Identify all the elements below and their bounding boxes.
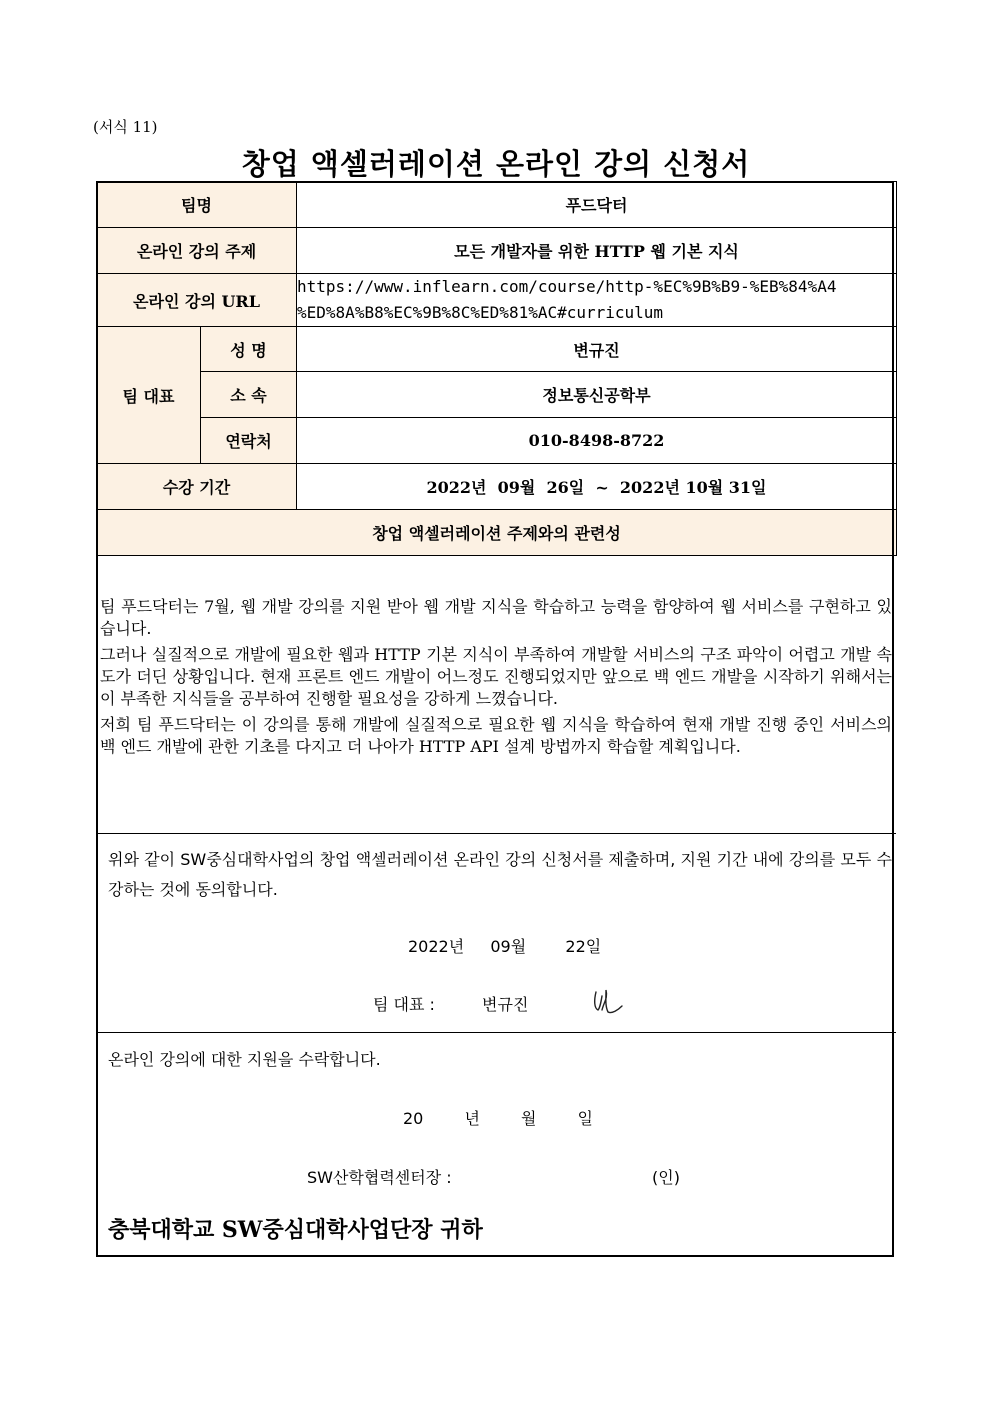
addressee: 충북대학교 SW중심대학사업단장 귀하 <box>108 1217 483 1243</box>
approval-date: 20 년 월 일 <box>403 1109 593 1128</box>
representative-label: 팀 대표 <box>97 327 201 464</box>
relevance-heading: 창업 액셀러레이션 주제와의 관련성 <box>97 510 897 556</box>
course-url-line-1: https://www.inflearn.com/course/http-%EC%9B%B9-%EB%84%A4 <box>297 277 837 296</box>
course-topic-label: 온라인 강의 주제 <box>97 228 297 274</box>
relevance-paragraph: 저희 팀 푸드닥터는 이 강의를 통해 개발에 실질적으로 필요한 웹 지식을 학습하여 현재 개발 진행 중인 서비스의 백 엔드 개발에 관한 기초를 다지고 더 나아가 HTTP API 설계 방법까지 학습할 계획입니다. <box>100 715 892 756</box>
agreement-date: 2022년 09월 22일 <box>408 937 602 956</box>
section-divider <box>96 1032 896 1033</box>
approval-text: 온라인 강의에 대한 지원을 수락합니다. <box>108 1050 381 1069</box>
signer-row <box>373 992 528 1015</box>
period-value: 2022년 09월 26일 ~ 2022년 10월 31일 <box>297 464 897 510</box>
document-title: 창업 액셀러레이션 온라인 강의 신청서 <box>241 147 751 181</box>
center-director-label: SW산학협력센터장 : <box>307 1168 452 1187</box>
signer-label: 팀 대표 : <box>373 995 435 1014</box>
rep-name-value: 변규진 <box>297 327 897 372</box>
course-topic-value: 모든 개발자를 위한 HTTP 웹 기본 지식 <box>297 228 897 274</box>
team-name-value: 푸드닥터 <box>297 182 897 228</box>
relevance-paragraph: 팀 푸드닥터는 7월, 웹 개발 강의를 지원 받아 웹 개발 지식을 학습하고 능력을 함양하여 웹 서비스를 구현하고 있습니다. <box>100 597 892 638</box>
rep-name-label: 성 명 <box>201 327 297 372</box>
course-url-line-2: %ED%8A%B8%EC%9B%8C%ED%81%AC#curriculum <box>297 303 664 322</box>
rep-affiliation-value: 정보통신공학부 <box>297 372 897 418</box>
form-number: (서식 11) <box>93 118 158 136</box>
section-divider <box>96 833 896 834</box>
agreement-text: 위와 같이 SW중심대학사업의 창업 액셀러레이션 온라인 강의 신청서를 제출하며, 지원 기간 내에 강의를 모두 수강하는 것에 동의합니다. <box>108 850 892 899</box>
team-name-label: 팀명 <box>97 182 297 228</box>
rep-affiliation-label: 소 속 <box>201 372 297 418</box>
signature-image <box>590 988 626 1018</box>
seal-mark: (인) <box>652 1168 680 1187</box>
relevance-paragraph: 그러나 실질적으로 개발에 필요한 웹과 HTTP 기본 지식이 부족하여 개발할 서비스의 구조 파악이 어렵고 개발 속도가 더딘 상황입니다. 현재 프론트 엔드 개발이 어느정도 진행되었지만 앞으로 백 엔드 개발을 시작하기 위해서는 이 부족한 지식들을 공부하여 진행할 필요성을 강하게 느꼈습니다. <box>100 645 892 708</box>
relevance-body <box>100 596 892 762</box>
rep-contact-label: 연락처 <box>201 418 297 464</box>
course-url-label: 온라인 강의 URL <box>97 274 297 327</box>
rep-contact-value: 010-8498-8722 <box>297 418 897 464</box>
period-label: 수강 기간 <box>97 464 297 510</box>
signer-name: 변규진 <box>482 995 529 1014</box>
